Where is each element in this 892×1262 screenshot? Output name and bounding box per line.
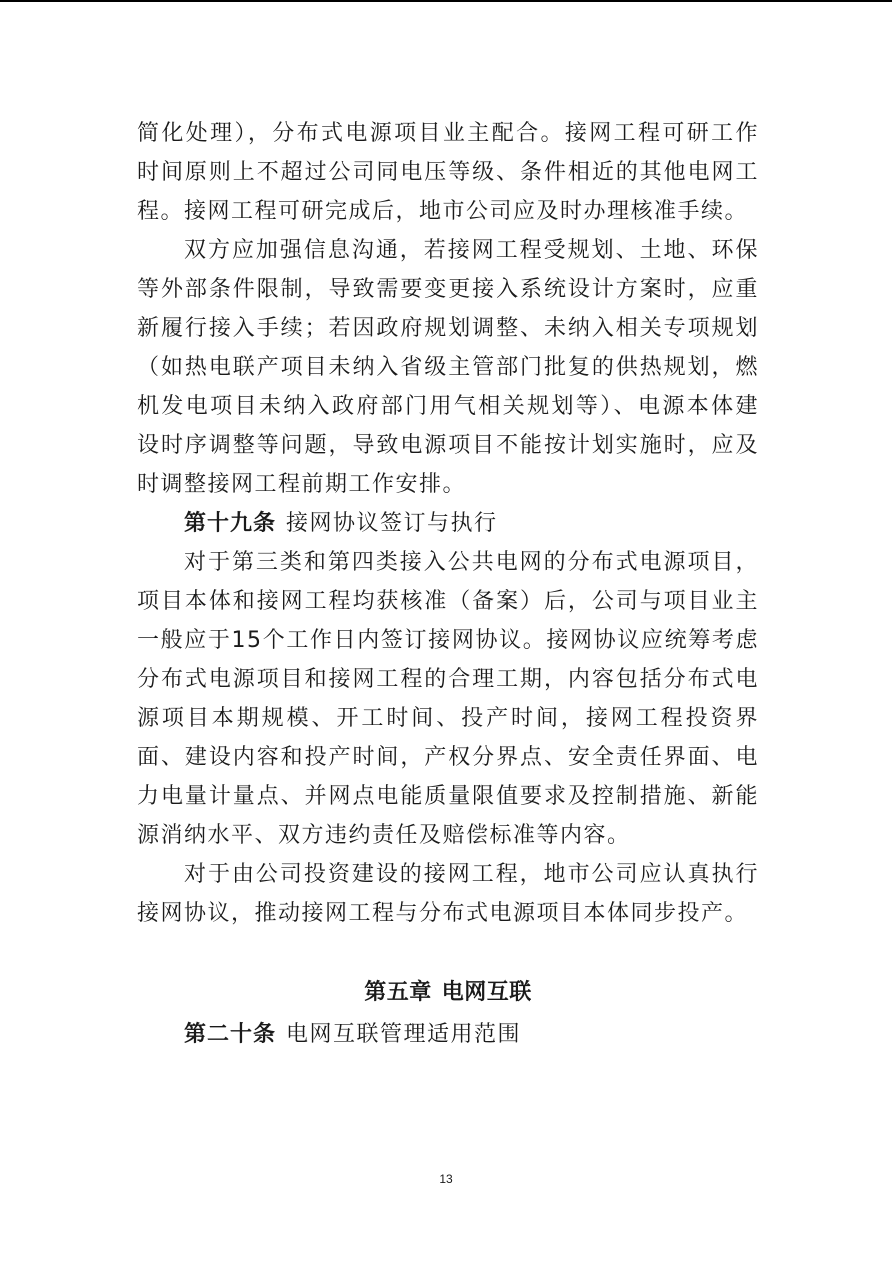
- document-body: [137, 114, 759, 1054]
- article-number: 第十九条: [184, 511, 277, 536]
- chapter-heading: [137, 973, 759, 1015]
- paragraph-continuation: 简化处理），分布式电源项目业主配合。接网工程可研工作时间原则上不超过公司同电压等级、条件相近的其他电网工程。接网工程可研完成后，地市公司应及时办理核准手续。: [137, 121, 759, 224]
- top-border-line: [0, 0, 892, 2]
- paragraph-grid-agreement: 对于第三类和第四类接入公共电网的分布式电源项目，项目本体和接网工程均获核准（备案）后，公司与项目业主一般应于15个工作日内签订接网协议。接网协议应统筹考虑分布式电源项目和接网工程的合理工期，内容包括分布式电源项目本期规模、开工时间、投产时间，接网工程投资界面、建设内容和投产时间，产权分界点、安全责任界面、电力电量计量点、并网点电能质量限值要求及控制措施、新能源消纳水平、双方违约责任及赔偿标准等内容。: [137, 550, 759, 848]
- paragraph-info-communication: 双方应加强信息沟通，若接网工程受规划、土地、环保等外部条件限制，导致需要变更接入系统设计方案时，应重新履行接入手续；若因政府规划调整、未纳入相关专项规划（如热电联产项目未纳入省级主管部门批复的供热规划，燃机发电项目未纳入政府部门用气相关规划等）、电源本体建设时序调整等问题，导致电源项目不能按计划实施时，应及时调整接网工程前期工作安排。: [137, 238, 759, 497]
- article-heading-20: [137, 1015, 759, 1054]
- article-number: 第二十条: [184, 1022, 277, 1047]
- article-heading-19: [137, 504, 759, 543]
- paragraph-company-investment: 对于由公司投资建设的接网工程，地市公司应认真执行接网协议，推动接网工程与分布式电源项目本体同步投产。: [137, 862, 759, 926]
- article-title: 电网互联管理适用范围: [286, 1022, 522, 1047]
- chapter-number: 第五章: [364, 980, 432, 1005]
- article-title: 接网协议签订与执行: [286, 511, 498, 536]
- chapter-title: 电网互联: [441, 980, 532, 1005]
- page-number: 13: [439, 1172, 453, 1186]
